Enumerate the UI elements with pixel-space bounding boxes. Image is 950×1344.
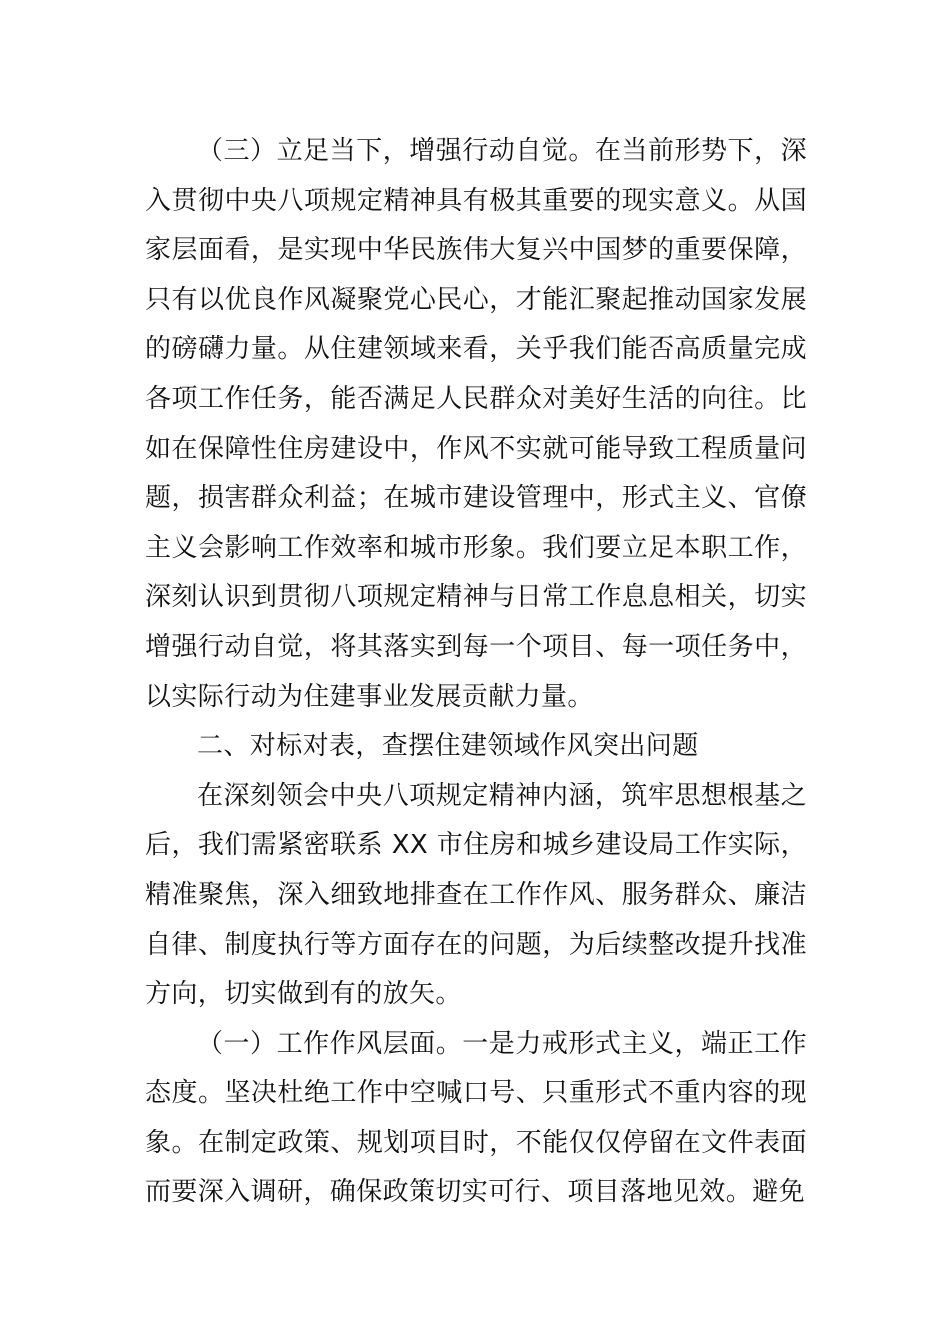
paragraph-section-intro: 在深刻领会中央八项规定精神内涵，筑牢思想根基之后，我们需紧密联系 XX 市住房和城乡建设局工作实际，精准聚焦，深入细致地排查在工作作风、服务群众、廉洁自律、制度执行等方面存在的问题，为后续整改提升找准方向，切实做到有的放矢。 [145,780,807,1010]
paragraph-grounded-in-present: （三）立足当下，增强行动自觉。在当前形势下，深入贯彻中央八项规定精神具有极其重要的现实意义。从国家层面看，是实现中华民族伟大复兴中国梦的重要保障，只有以优良作风凝聚党心民心，才能汇聚起推动国家发展的磅礴力量。从住建领域来看，关乎我们能否高质量完成各项工作任务，能否满足人民群众对美好生活的向往。比如在保障性住房建设中，作风不实就可能导致工程质量问题，损害群众利益；在城市建设管理中，形式主义、官僚主义会影响工作效率和城市形象。我们要立足本职工作，深刻认识到贯彻八项规定精神与日常工作息息相关，切实增强行动自觉，将其落实到每一个项目、每一项任务中，以实际行动为住建事业发展贡献力量。 [145,136,807,712]
paragraph-work-style: （一）工作作风层面。一是力戒形式主义，端正工作态度。坚决杜绝工作中空喊口号、只重形式不重内容的现象。在制定政策、规划项目时，不能仅仅停留在文件表面而要深入调研，确保政策切实可行、项目落地见效。避免 [145,1028,807,1208]
section-heading-two: 二、对标对表，查摆住建领域作风突出问题 [197,731,699,762]
document-body [145,127,807,1218]
